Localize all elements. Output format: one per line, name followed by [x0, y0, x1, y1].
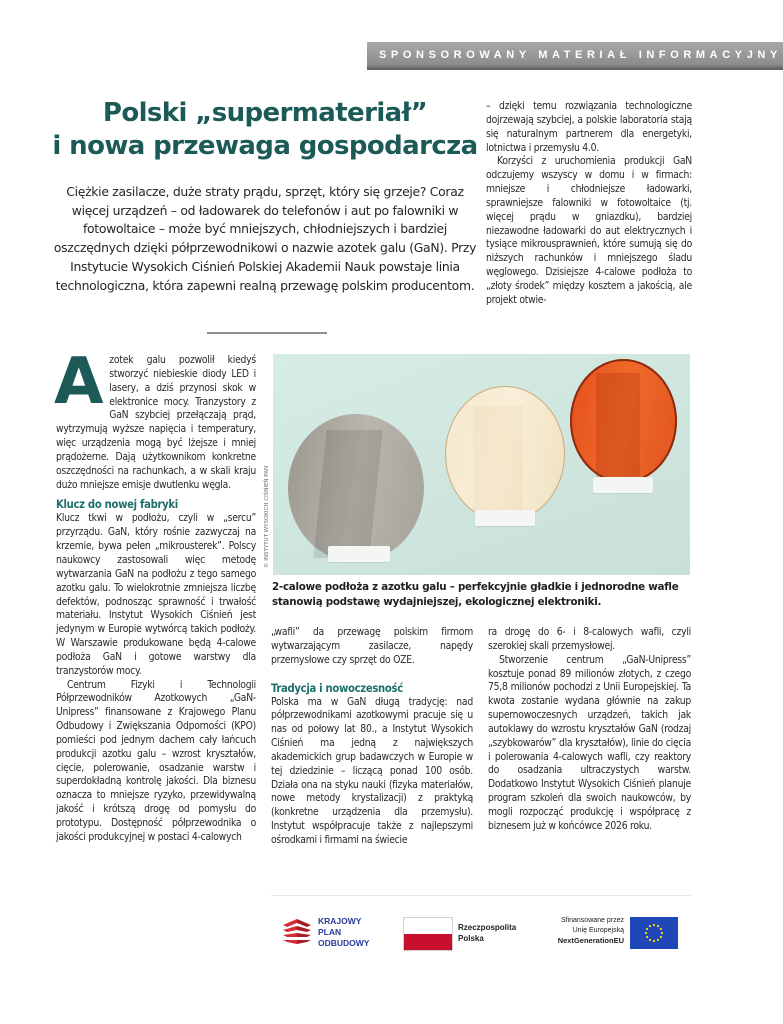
column-right-top — [486, 100, 692, 308]
eu-line: Sfinansowane przez — [560, 917, 624, 924]
wafer-stand — [475, 510, 535, 526]
eu-star — [646, 936, 648, 938]
eu-flag-icon — [630, 917, 678, 949]
headline-line-2: i nowa przewaga gospodarcza — [52, 131, 478, 161]
kpo-line: PLAN — [318, 927, 342, 937]
eu-funding-text — [540, 916, 624, 947]
eu-star — [653, 924, 655, 926]
paragraph: Centrum Fizyki i Technologii Półprzewodników Azotkowych „GaN-Unipress” finansowane z Krajowego Planu Odbudowy i Zwiększania Odporności (KPO) pomieści pod jednym dachem cały łańcuch produkcji azotku galu – wzrost kryształów, cięcie, polerowanie, osadzanie warstw i superdokładną kontrolę jakości. Dla biznesu oznacza to mniejsze ryzyko, przewidywalną jakość i krótszą drogę od pomysłu do prototypu. Dostępność półprzewodnika o jakości produkcyjnej w postaci 4-calowych — [56, 678, 256, 843]
photo-caption: 2-calowe podłoża z azotku galu – perfekcyjnie gładkie i jednorodne wafle stanowią podstawę wydajniejszej, ekologicznej elektroniki. — [272, 581, 679, 608]
kpo-building-icon — [283, 917, 313, 947]
eu-star — [649, 939, 651, 941]
rp-line: Polska — [458, 933, 484, 943]
eu-star — [660, 928, 662, 930]
eu-line-bold: NextGenerationEU — [557, 936, 624, 945]
paragraph: Klucz tkwi w podłożu, czyli w „sercu” przyrządu. GaN, który rośnie zazwyczaj na krzemie, bywa pełen „mikrousterek”. Polscy naukowcy zastosowali więc metodę wytwarzania GaN na podłożu z tego samego azotku galu. To wielokrotnie zmniejsza liczbę defektów, podnosząc sprawność i trwałość materiału. Instytut Wysokich Ciśnień jest jedynym w Europie wytwórcą takich podłoży. W Warszawie produkowane będą 4-calowe podłoża GaN i gotowe warstwy dla tranzystorów mocy. — [56, 512, 256, 677]
eu-star — [653, 940, 655, 942]
orange-wafer — [570, 359, 677, 483]
section-heading: Klucz do nowej fabryki — [56, 498, 178, 512]
paragraph: Korzyści z uruchomienia produkcji GaN odczujemy wszyscy w domu i w firmach: mniejsze i chłodniejsze ładowarki, sprawniejsze falowniki w fotowoltaice (tj. więcej prądu w gniazdku), bardziej niezawodne ładowarki do aut elektrycznych i tysiące mikrousprawnień, które sumują się do niższych rachunków i mniejszego śladu węglowego. Dzisiejsze 4-calowe podłoża to „złoty środek” między kosztem a jakością, ale projekt otwie- — [486, 155, 692, 306]
sponsored-label: SPONSOROWANY MATERIAŁ INFORMACYJNY — [379, 49, 782, 61]
paragraph: Stworzenie centrum „GaN-Unipress” kosztuje ponad 89 milionów złotych, z czego 75,8 milionów pochodzi z Unii Europejskiej. Ta kwota zostanie wydana głównie na zakup supernowoczesnych urządzeń, takich jak autoklawy do wzrostu kryształów GaN (rodzaj „szybkowarów” dla kryształów), linie do cięcia i polerowania 4-calowych wafli, czy reaktory do osadzania ultraczystych warstw. Dodatkowo Instytut Wysokich Ciśnień planuje program szkoleń dla swoich naukowców, by mogli rozpocząć produkcję i współpracę z biznesem już w końcówce 2026 roku. — [488, 653, 691, 832]
dropcap: A — [54, 345, 104, 419]
eu-line: Unię Europejską — [572, 927, 624, 934]
headline-line-1: Polski „supermateriał” — [102, 98, 428, 128]
wafers-photo — [273, 354, 690, 575]
kpo-line: ODBUDOWY — [318, 938, 370, 948]
rp-logo-text — [458, 923, 516, 944]
eu-star — [660, 936, 662, 938]
lead-divider — [207, 332, 327, 334]
article-lead: Ciężkie zasilacze, duże straty prądu, sprzęt, który się grzeje? Coraz więcej urządzeń – od ładowarek do telefonów i aut po falowniki w fotowoltaice – może być mniejszych, chłodniejszych i bardziej oszczędnych dzięki półprzewodnikowi o nazwie azotek galu (GaN). Przy Instytucie Wysokich Ciśnień Polskiej Akademii Nauk powstaje linia technologiczna, która zapewni realną przewagę polskim producentom. — [53, 184, 477, 293]
eu-star — [661, 932, 663, 934]
wafer-stand — [328, 546, 390, 562]
paragraph-text: zotek galu pozwolił kiedyś stworzyć niebieskie diody LED i lasery, a dziś przynosi skok w elektronice mocy. Tranzystory z GaN szybciej przełączają prąd, wytrzymują wyższe napięcia i temperatury, więc urządzenia mogą być lżejsze i mniej prądożerne. Dają użytkownikom konkretne oszczędności na rachunkach, a w skali kraju dużo mniejsze emisje dwutlenku węgla. — [56, 354, 256, 491]
column-left — [54, 345, 256, 845]
column-middle — [271, 626, 473, 848]
kpo-line: KRAJOWY — [318, 916, 362, 926]
sponsored-banner — [367, 42, 783, 70]
eu-star — [646, 928, 648, 930]
article-headline — [50, 97, 480, 163]
polish-flag-icon — [403, 917, 453, 951]
column-right — [488, 626, 691, 834]
kpo-text — [318, 916, 369, 949]
photo-credit — [262, 356, 272, 576]
paragraph: Polska ma w GaN długą tradycję: nad półprzewodnikami azotkowymi pracuje się u nas od połowy lat 80., a Instytut Wysokich Ciśnień ma jedną z największych akademickich grup badawczych w Europie w tej dziedzinie – liczącą ponad 100 osób. Działa ona na styku nauki (fizyka materiałów, nowe metody krystalizacji) z praktyką (konkretne urządzenia dla przemysłu). Instytut współpracuje także z najlepszymi ośrodkami i firmami na świecie — [271, 695, 473, 846]
eu-star — [645, 932, 647, 934]
paragraph: – dzięki temu rozwiązania technologiczne dojrzewają szybciej, a polskie laboratoria stają się naturalnym partnerem dla energetyki, lotnictwa i przemysłu 4.0. — [486, 100, 692, 154]
eu-star — [657, 939, 659, 941]
section-heading: Tradycja i nowoczesność — [271, 681, 403, 695]
wafer-stand — [593, 477, 653, 493]
paragraph-with-dropcap — [54, 345, 256, 492]
paragraph: „wafli” da przewagę polskim firmom wytwarzającym zasilacze, napędy przemysłowe czy sprzęt do OZE. — [271, 626, 473, 666]
rp-line: Rzeczpospolita — [458, 923, 517, 932]
eu-star — [649, 925, 651, 927]
logos-divider — [271, 895, 691, 896]
gray-wafer — [288, 414, 424, 562]
eu-star — [657, 925, 659, 927]
kpo-logo — [283, 913, 393, 953]
cream-wafer — [445, 386, 565, 522]
photo-credit-text: © INSTYTUT WYSOKICH CIŚNIEŃ PAN — [264, 465, 270, 568]
paragraph: ra drogę do 6- i 8-calowych wafli, czyli szerokiej skali przemysłowej. — [488, 626, 691, 652]
